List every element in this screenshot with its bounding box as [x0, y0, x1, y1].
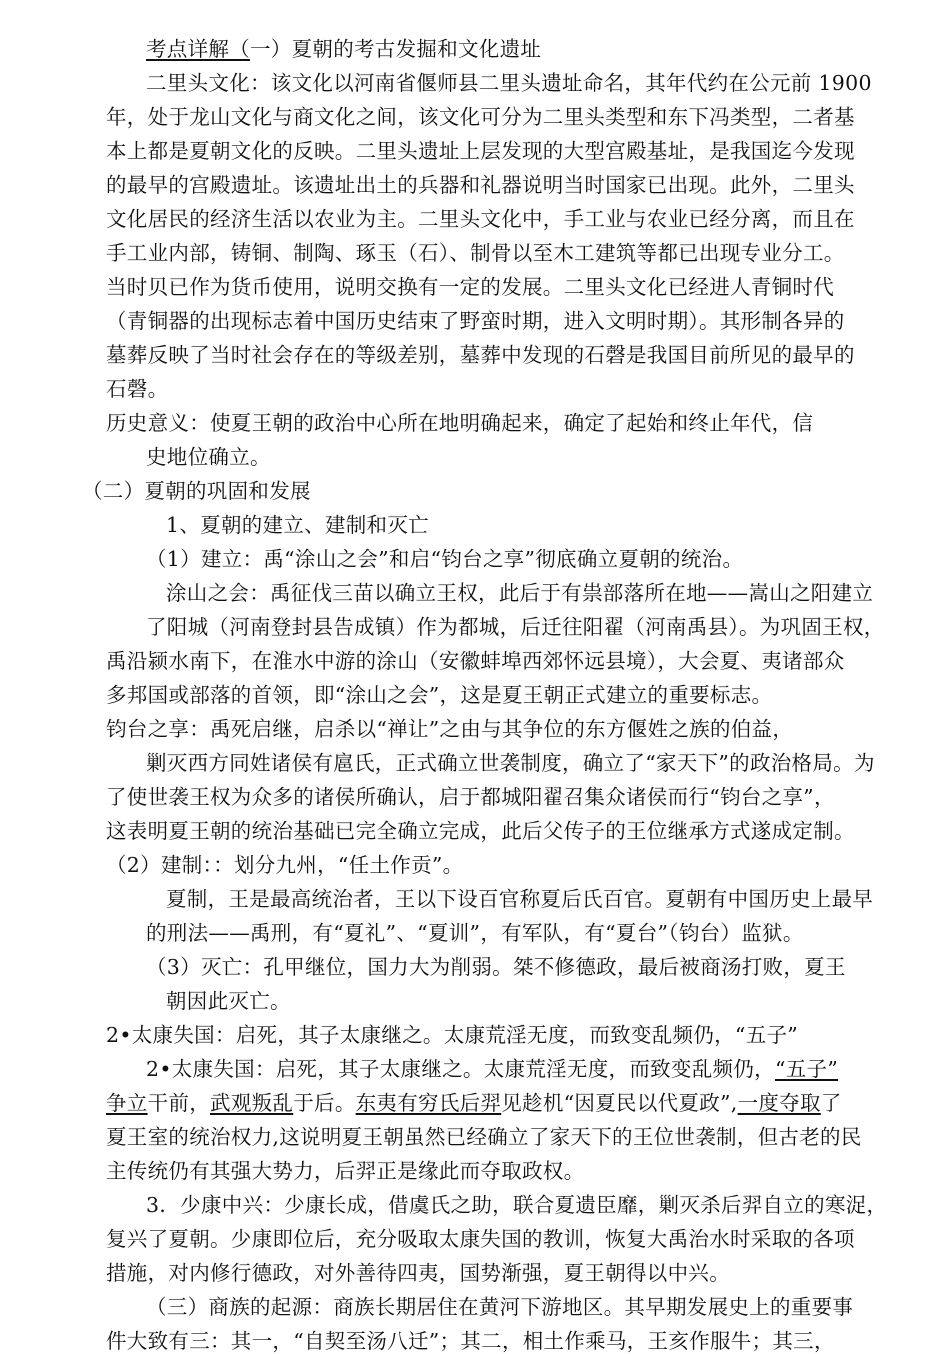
- paragraph-line: （2）建制：：划分九州，“任土作贡”。: [106, 853, 464, 877]
- paragraph-line: 2•太康失国：启死，其子太康继之。太康荒淫无度，而致变乱频仍，“五子”: [106, 1023, 799, 1047]
- paragraph-line-taikang-2: [106, 1090, 842, 1116]
- paragraph-line-taikang: [146, 1056, 838, 1082]
- paragraph-line: 禹沿颍水南下，在淮水中游的涂山（安徽蚌埠西郊怀远县境），大会夏、夷诸部众: [106, 649, 845, 673]
- underlined-phrase: 东夷有穷氏后羿: [355, 1091, 502, 1115]
- paragraph-line: （二）夏朝的巩固和发展: [82, 479, 311, 503]
- paragraph-line: 墓葬反映了当时社会存在的等级差别，墓葬中发现的石磬是我国目前所见的最早的: [106, 343, 855, 367]
- subheading-section-3: （三）商族的起源：商族长期居住在黄河下游地区。其早期发展史上的重要事: [146, 1295, 854, 1319]
- text-run: 见趁机“因夏民以代夏政”,: [501, 1091, 738, 1115]
- heading-section-1: [146, 36, 541, 62]
- underlined-phrase: 武观叛乱: [210, 1091, 294, 1115]
- heading-rest: 一）夏朝的考古发掘和文化遗址: [250, 37, 542, 61]
- paragraph-line: 措施，对内修行德政，对外善待四夷，国势渐强，夏王朝得以中兴。: [106, 1261, 730, 1285]
- paragraph-line: 本上都是夏朝文化的反映。二里头遗址上层发现的大型宫殿基址，是我国迄今发现: [106, 139, 855, 163]
- text-run: 于后。: [293, 1091, 356, 1115]
- subheading-section-2: 1、夏朝的建立、建制和灭亡: [166, 513, 429, 537]
- underlined-phrase: 一度夺取: [737, 1091, 821, 1115]
- paragraph-line: 复兴了夏朝。少康即位后，充分吸取太康失国的教训，恢复大禹治水时采取的各项: [106, 1227, 855, 1251]
- paragraph-line: 二里头文化：该文化以河南省偃师县二里头遗址命名，其年代约在公元前 1900: [146, 71, 872, 95]
- paragraph-line: 夏制，王是最高统治者，王以下设百官称夏后氏百官。夏朝有中国历史上最早: [166, 887, 874, 911]
- paragraph-line: 的刑法——禹刑，有“夏礼”、“夏训”，有军队，有“夏台”（钧台）监狱。: [146, 921, 804, 945]
- paragraph-line: 涂山之会：禹征伐三苗以确立王权，此后于有祟部落所在地——嵩山之阳建立: [166, 581, 874, 605]
- paragraph-line: 钧台之享：禹死启继，启杀以“禅让”之由与其争位的东方偃姓之族的伯益，: [106, 717, 794, 741]
- paragraph-line: 年，处于龙山文化与商文化之间，该文化可分为二里头类型和东下冯类型，二者基: [106, 105, 855, 129]
- paragraph-line: 朝因此灭亡。: [166, 989, 291, 1013]
- paragraph-line: 石磬。: [106, 377, 169, 401]
- text-run: 了: [820, 1091, 842, 1115]
- paragraph-line: 了使世袭王权为众多的诸侯所确认，启于都城阳翟召集众诸侯而行“钧台之享”，: [106, 785, 835, 809]
- paragraph-line: 历史意义：使夏王朝的政治中心所在地明确起来，确定了起始和终止年代，信: [106, 411, 814, 435]
- paragraph-line: 当时贝已作为货币使用，说明交换有一定的发展。二里头文化已经进人青铜时代: [106, 275, 834, 299]
- underlined-phrase: “五子”: [774, 1057, 839, 1081]
- underlined-phrase: 争立: [106, 1091, 148, 1115]
- paragraph-line: 的最早的宫殿遗址。该遗址出土的兵器和礼器说明当时国家已出现。此外，二里头: [106, 173, 855, 197]
- paragraph-line: 文化居民的经济生活以农业为主。二里头文化中，手工业与农业已经分离，而且在: [106, 207, 855, 231]
- paragraph-line: 了阳城（河南登封县告成镇）作为都城，后迁往阳翟（河南禹县）。为巩固王权，: [146, 615, 885, 639]
- heading-underlined-part: 考点详解（: [146, 37, 250, 61]
- text-run: 2•太康失国：启死，其子太康继之。太康荒淫无度，而致变乱频仍，: [146, 1057, 775, 1081]
- paragraph-line: 这表明夏王朝的统治基础已完全确立完成，此后父传子的王位继承方式遂成定制。: [106, 819, 855, 843]
- paragraph-line: 件大致有三：其一，“自契至汤八迁”；其二，相土作乘马，王亥作服牛；其三，: [106, 1329, 835, 1353]
- paragraph-line: 史地位确立。: [146, 445, 271, 469]
- subheading-point-1: （1）建立：禹“涂山之会”和启“钧台之享”彻底确立夏朝的统治。: [146, 547, 744, 571]
- paragraph-line: 夏王室的统治权力,这说明夏王朝虽然已经确立了家天下的王位世袭制，但古老的民: [106, 1125, 862, 1149]
- paragraph-line: 多邦国或部落的首领，即“涂山之会”，这是夏王朝正式建立的重要标志。: [106, 683, 773, 707]
- paragraph-line: 主传统仍有其强大势力，后羿正是缘此而夺取政权。: [106, 1159, 585, 1183]
- paragraph-line: （青铜器的出现标志着中国历史结束了野蛮时期，进入文明时期）。其形制各异的: [106, 309, 845, 333]
- text-run: 干前，: [147, 1091, 211, 1115]
- paragraph-line: （3）灭亡：孔甲继位，国力大为削弱。桀不修德政，最后被商汤打败，夏王: [146, 955, 846, 979]
- paragraph-line: 剿灭西方同姓诸侯有扈氏，正式确立世袭制度，确立了“家天下”的政治格局。为: [146, 751, 875, 775]
- paragraph-line: 3．少康中兴：少康长成，借虞氏之助，联合夏遗臣靡，剿灭杀后羿自立的寒浞，: [146, 1193, 888, 1217]
- paragraph-line: 手工业内部，铸铜、制陶、琢玉（石）、制骨以至木工建筑等都已出现专业分工。: [106, 241, 845, 265]
